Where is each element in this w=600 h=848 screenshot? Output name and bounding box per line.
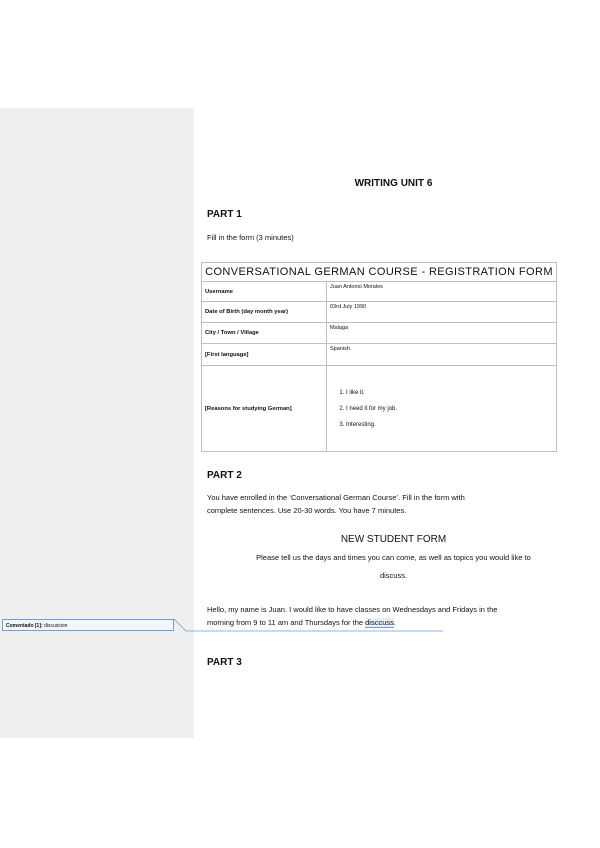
- answer-text: .: [393, 618, 396, 627]
- part2-heading: PART 2: [207, 470, 242, 481]
- reason-item: 2. I need it for my job.: [346, 406, 553, 412]
- reason-item: 1. I like it.: [346, 390, 553, 396]
- new-student-form-title: NEW STUDENT FORM: [340, 534, 447, 545]
- answer-line: Hello, my name is Juan. I would like to have classes on Wednesdays and Fridays in the: [207, 605, 498, 614]
- part1-instruction: Fill in the form (3 minutes): [207, 233, 294, 242]
- registration-form-table: [201, 262, 557, 452]
- part1-heading: PART 1: [207, 209, 242, 220]
- new-student-form-prompt: [207, 549, 580, 585]
- commented-text[interactable]: disccuss: [365, 618, 394, 627]
- form-label-username: Username: [202, 282, 327, 302]
- answer-text: morning from 9 to 11 am and Thursdays for the: [207, 618, 366, 627]
- document-title: WRITING UNIT 6: [354, 178, 433, 189]
- form-label-reasons: [Reasons for studying German]: [202, 366, 327, 452]
- prompt-line: discuss.: [379, 571, 408, 580]
- form-value-dob[interactable]: 03rd July 1990: [327, 302, 557, 323]
- form-value-reasons[interactable]: [327, 366, 557, 452]
- part2-instruction-line: complete sentences. Use 20-30 words. You have 7 minutes.: [207, 506, 407, 515]
- form-label-dob: Date of Birth (day month year): [202, 302, 327, 323]
- part3-heading: PART 3: [207, 657, 242, 668]
- comment-margin-pane: [0, 108, 194, 738]
- form-label-city: City / Town / Village: [202, 323, 327, 344]
- prompt-line: Please tell us the days and times you can come, as well as topics you would like to: [256, 553, 531, 562]
- answer-line: [207, 616, 580, 629]
- comment-balloon[interactable]: [2, 619, 174, 631]
- registration-form-title: CONVERSATIONAL GERMAN COURSE - REGISTRATION FORM: [202, 263, 557, 282]
- part2-instruction: [207, 491, 465, 517]
- form-value-username[interactable]: Juan Antonio Morales: [327, 282, 557, 302]
- comment-tag: Comentado [1]:: [6, 623, 43, 629]
- reasons-list: [330, 390, 553, 428]
- comment-text: discussion: [44, 623, 68, 629]
- part2-instruction-line: You have enrolled in the ‘Conversational German Course’. Fill in the form with: [207, 493, 465, 502]
- form-value-language[interactable]: Spanish: [327, 344, 557, 366]
- form-label-language: [First language]: [202, 344, 327, 366]
- student-answer[interactable]: [207, 603, 580, 629]
- reason-item: 3. Interesting.: [346, 422, 553, 428]
- form-value-city[interactable]: Malaga: [327, 323, 557, 344]
